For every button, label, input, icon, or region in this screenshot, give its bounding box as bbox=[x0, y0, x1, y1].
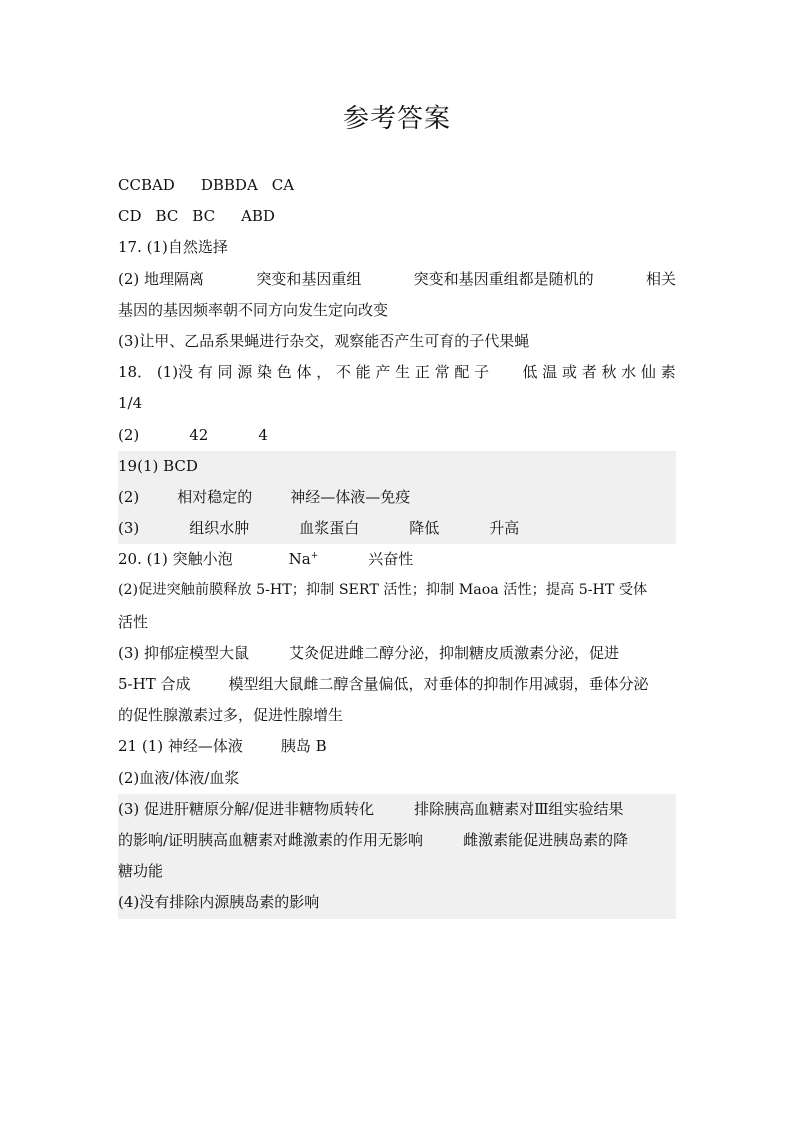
q17-part-1: 17. (1)自然选择 bbox=[118, 238, 228, 257]
q18-char: 配 bbox=[454, 363, 470, 382]
answer-text: (3) 促进肝糖原分解/促进非糖物质转化 bbox=[118, 799, 375, 818]
q17-part-2 bbox=[118, 264, 676, 295]
q18-char: 体 bbox=[296, 363, 312, 382]
q21-part-3 bbox=[118, 794, 676, 825]
q18-char: 有 bbox=[197, 363, 213, 382]
mc-group: DBBDA bbox=[200, 176, 258, 194]
answer-text: 模型组大鼠雌二醇含量偏低，对垂体的抑制作用减弱，垂体分泌 bbox=[228, 675, 649, 693]
q18-char: 生 bbox=[395, 363, 411, 382]
answer-text: (2) bbox=[118, 425, 140, 444]
q21-part-3-continued bbox=[118, 825, 676, 856]
q20-part-3-continued bbox=[118, 669, 676, 700]
q18-part-2 bbox=[118, 420, 676, 451]
q18-char: 仙 bbox=[640, 363, 656, 382]
answer-text: 相关 bbox=[645, 269, 676, 288]
answer-text: 突变和基因重组 bbox=[256, 269, 362, 288]
answer-text: 42 bbox=[189, 425, 209, 444]
mc-group: BC bbox=[155, 207, 179, 226]
mc-group: CD bbox=[118, 207, 142, 226]
mc-answers-row-2 bbox=[118, 201, 676, 232]
answer-text: 兴奋性 bbox=[368, 550, 414, 569]
answer-content bbox=[118, 170, 676, 919]
q18-char: 者 bbox=[581, 363, 597, 382]
q18-char: 秋 bbox=[601, 363, 617, 382]
q20-part-1 bbox=[118, 544, 676, 575]
q18-part-1-continued: 1/4 bbox=[118, 394, 143, 413]
mc-group: ABD bbox=[241, 207, 275, 226]
answer-text: 4 bbox=[258, 425, 268, 444]
answer-text: 降低 bbox=[409, 519, 440, 538]
q21-part-3-end: 糖功能 bbox=[118, 856, 676, 887]
q18-char: 色 bbox=[276, 363, 292, 382]
q17-part-2-continued: 基因的基因频率朝不同方向发生定向改变 bbox=[118, 300, 389, 319]
answer-text: 相对稳定的 bbox=[177, 487, 253, 506]
mc-group: CA bbox=[271, 176, 295, 194]
answer-text: Na bbox=[288, 550, 311, 569]
spacer bbox=[494, 357, 518, 388]
q18-char: 温 bbox=[542, 363, 558, 382]
answer-text: 20. (1) 突触小泡 bbox=[118, 550, 233, 569]
q18-char: 产 bbox=[375, 363, 391, 382]
answer-text: 组织水肿 bbox=[189, 519, 250, 538]
q21-part-1 bbox=[118, 731, 676, 762]
answer-text: 雌激素能促进胰岛素的降 bbox=[463, 830, 629, 849]
q18-char: 水 bbox=[621, 363, 637, 382]
q17-part-3: (3)让甲、乙品系果蝇进行杂交，观察能否产生可育的子代果蝇 bbox=[118, 331, 530, 350]
q18-char: 素 bbox=[660, 363, 676, 382]
q18-char: 或 bbox=[561, 363, 577, 382]
answer-text: (2) 地理隔离 bbox=[118, 269, 205, 288]
q18-char: 源 bbox=[237, 363, 253, 382]
q19-part-2 bbox=[118, 482, 676, 513]
q18-char: 同 bbox=[217, 363, 233, 382]
q20-part-2-continued: 活性 bbox=[118, 612, 149, 631]
answer-text: 突变和基因重组都是随机的 bbox=[413, 269, 594, 288]
q20-part-3 bbox=[118, 638, 676, 669]
mc-answers-row-1 bbox=[118, 170, 676, 201]
answer-text: 5-HT 合成 bbox=[118, 675, 191, 693]
q18-char: 常 bbox=[434, 363, 450, 382]
q20-part-2: (2)促进突触前膜释放 5-HT；抑制 SERT 活性；抑制 Maoa 活性；提高 5-HT 受体 bbox=[118, 582, 648, 599]
q18-char: 低 bbox=[522, 363, 538, 382]
q18-char: 不 bbox=[335, 363, 351, 382]
answer-text: (3) 抑郁症模型大鼠 bbox=[118, 643, 250, 662]
answer-text: 升高 bbox=[489, 519, 520, 538]
answer-text: 神经—体液—免疫 bbox=[290, 487, 411, 506]
answer-text: 胰岛 B bbox=[280, 737, 327, 756]
q21-part-2: (2)血液/体液/血浆 bbox=[118, 768, 240, 787]
superscript: + bbox=[310, 551, 319, 562]
q18-char: 正 bbox=[414, 363, 430, 382]
answer-text: 的影响/证明胰高血糖素对雌激素的作用无影响 bbox=[118, 830, 424, 849]
q18-char: 能 bbox=[355, 363, 371, 382]
answer-text: 血浆蛋白 bbox=[299, 519, 360, 538]
q18-char: ， bbox=[316, 363, 332, 382]
q18-char: 18． bbox=[118, 363, 153, 382]
mc-group: CCBAD bbox=[118, 176, 175, 194]
q21-part-4: (4)没有排除内源胰岛素的影响 bbox=[118, 887, 676, 918]
answer-text: (2) bbox=[118, 487, 140, 506]
answer-text: (3) bbox=[118, 519, 140, 538]
q18-part-1 bbox=[118, 357, 676, 388]
mc-group: BC bbox=[192, 207, 216, 226]
answer-text: 21 (1) 神经—体液 bbox=[118, 737, 243, 756]
q19-part-1: 19(1) BCD bbox=[118, 451, 676, 482]
q18-char: 子 bbox=[474, 363, 490, 382]
q20-part-3-end: 的促性腺激素过多，促进性腺增生 bbox=[118, 706, 344, 725]
page-title: 参考答案 bbox=[342, 104, 451, 134]
q19-part-3 bbox=[118, 513, 676, 544]
q18-char: (1)没 bbox=[156, 363, 194, 382]
answer-text: 艾灸促进雌二醇分泌，抑制糖皮质激素分泌，促进 bbox=[289, 643, 620, 662]
answer-text: 排除胰高血糖素对Ⅲ组实验结果 bbox=[414, 799, 624, 818]
q18-char: 染 bbox=[256, 363, 272, 382]
